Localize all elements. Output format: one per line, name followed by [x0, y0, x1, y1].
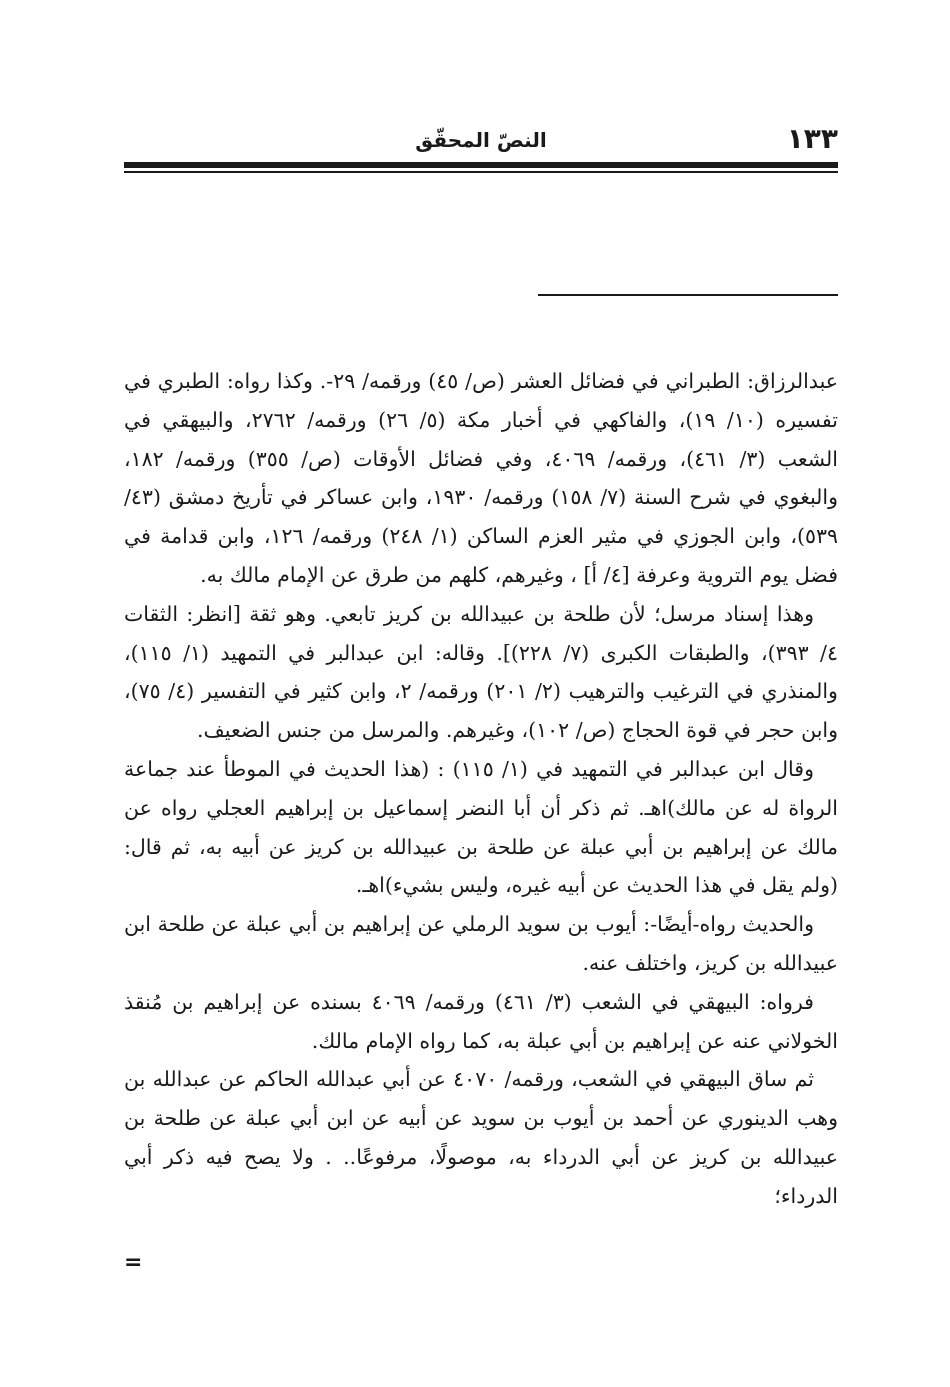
continuation-mark: = [124, 1250, 143, 1275]
paragraph-6: ثم ساق البيهقي في الشعب، ورقمه/ ٤٠٧٠ عن أبي عبدالله الحاكم عن عبدالله بن وهب الدينوري عن أحمد بن أيوب بن سويد عن أبيه عن ابن أبي عبلة عن طلحة بن عبيدالله بن كريز عن أبي الدرداء به، موصولًا، مرفوعًا.. . ولا يصح فيه ذكر أبي الدرداء؛ [124, 1067, 838, 1208]
header-rule-thick [124, 162, 838, 168]
running-title: النصّ المحقّق [415, 128, 547, 152]
paragraph-4: والحديث رواه-أيضًا-: أيوب بن سويد الرملي عن إبراهيم بن أبي عبلة عن طلحة ابن عبيدالله بن كريز، واختلف عنه. [124, 912, 838, 975]
paragraph-2: وهذا إسناد مرسل؛ لأن طلحة بن عبيدالله بن كريز تابعي. وهو ثقة [انظر: الثقات ٤/ ٣٩٣)، والطبقات الكبرى (٧/ ٢٢٨)]. وقاله: ابن عبدالبر في التمهيد (١/ ١١٥)، والمنذري في الترغيب والترهيب (٢/ ٢٠١) ورقمه/ ٢، وابن كثير في التفسير (٤/ ٧٥)، وابن حجر في قوة الحجاج (ص/ ١٠٢)، وغيرهم. والمرسل من جنس الضعيف. [124, 601, 838, 743]
footnote-text [124, 362, 838, 1216]
header-rule-thin [124, 171, 838, 173]
page-header [124, 120, 838, 160]
paragraph-5: فرواه: البيهقي في الشعب (٣/ ٤٦١) ورقمه/ ٤٠٦٩ بسنده عن إبراهيم بن مُنقذ الخولاني عنه عن إبراهيم بن أبي عبلة به، كما رواه الإمام مالك. [124, 989, 838, 1053]
paragraph-3: وقال ابن عبدالبر في التمهيد في (١/ ١١٥) : (هذا الحديث في الموطأ عند جماعة الرواة له عن مالك)اهـ. ثم ذكر أن أبا النضر إسماعيل بن إبراهيم العجلي رواه عن مالك عن إبراهيم بن أبي عبلة عن طلحة بن عبيدالله بن كريز عن أبيه به، ثم قال: (ولم يقل في هذا الحديث عن أبيه غيره، وليس بشيء)اهـ. [124, 756, 838, 898]
page-number: ١٣٣ [786, 122, 838, 155]
footnote-separator [538, 294, 838, 296]
paragraph-1: عبدالرزاق: الطبراني في فضائل العشر (ص/ ٤٥) ورقمه/ ٢٩-. وكذا رواه: الطبري في تفسيره (١٠/ ١٩)، والفاكهي في أخبار مكة (٥/ ٢٦) ورقمه/ ٢٧٦٢، والبيهقي في الشعب (٣/ ٤٦١)، ورقمه/ ٤٠٦٩، وفي فضائل الأوقات (ص/ ٣٥٥) ورقمه/ ١٨٢، والبغوي في شرح السنة (٧/ ١٥٨) ورقمه/ ١٩٣٠، وابن عساكر في تأريخ دمشق (٤٣/ ٥٣٩)، وابن الجوزي في مثير العزم الساكن (١/ ٢٤٨) ورقمه/ ١٢٦، وابن قدامة في فضل يوم التروية وعرفة [٤/ أ] ، وغيرهم، كلهم من طرق عن الإمام مالك به. [124, 369, 838, 587]
